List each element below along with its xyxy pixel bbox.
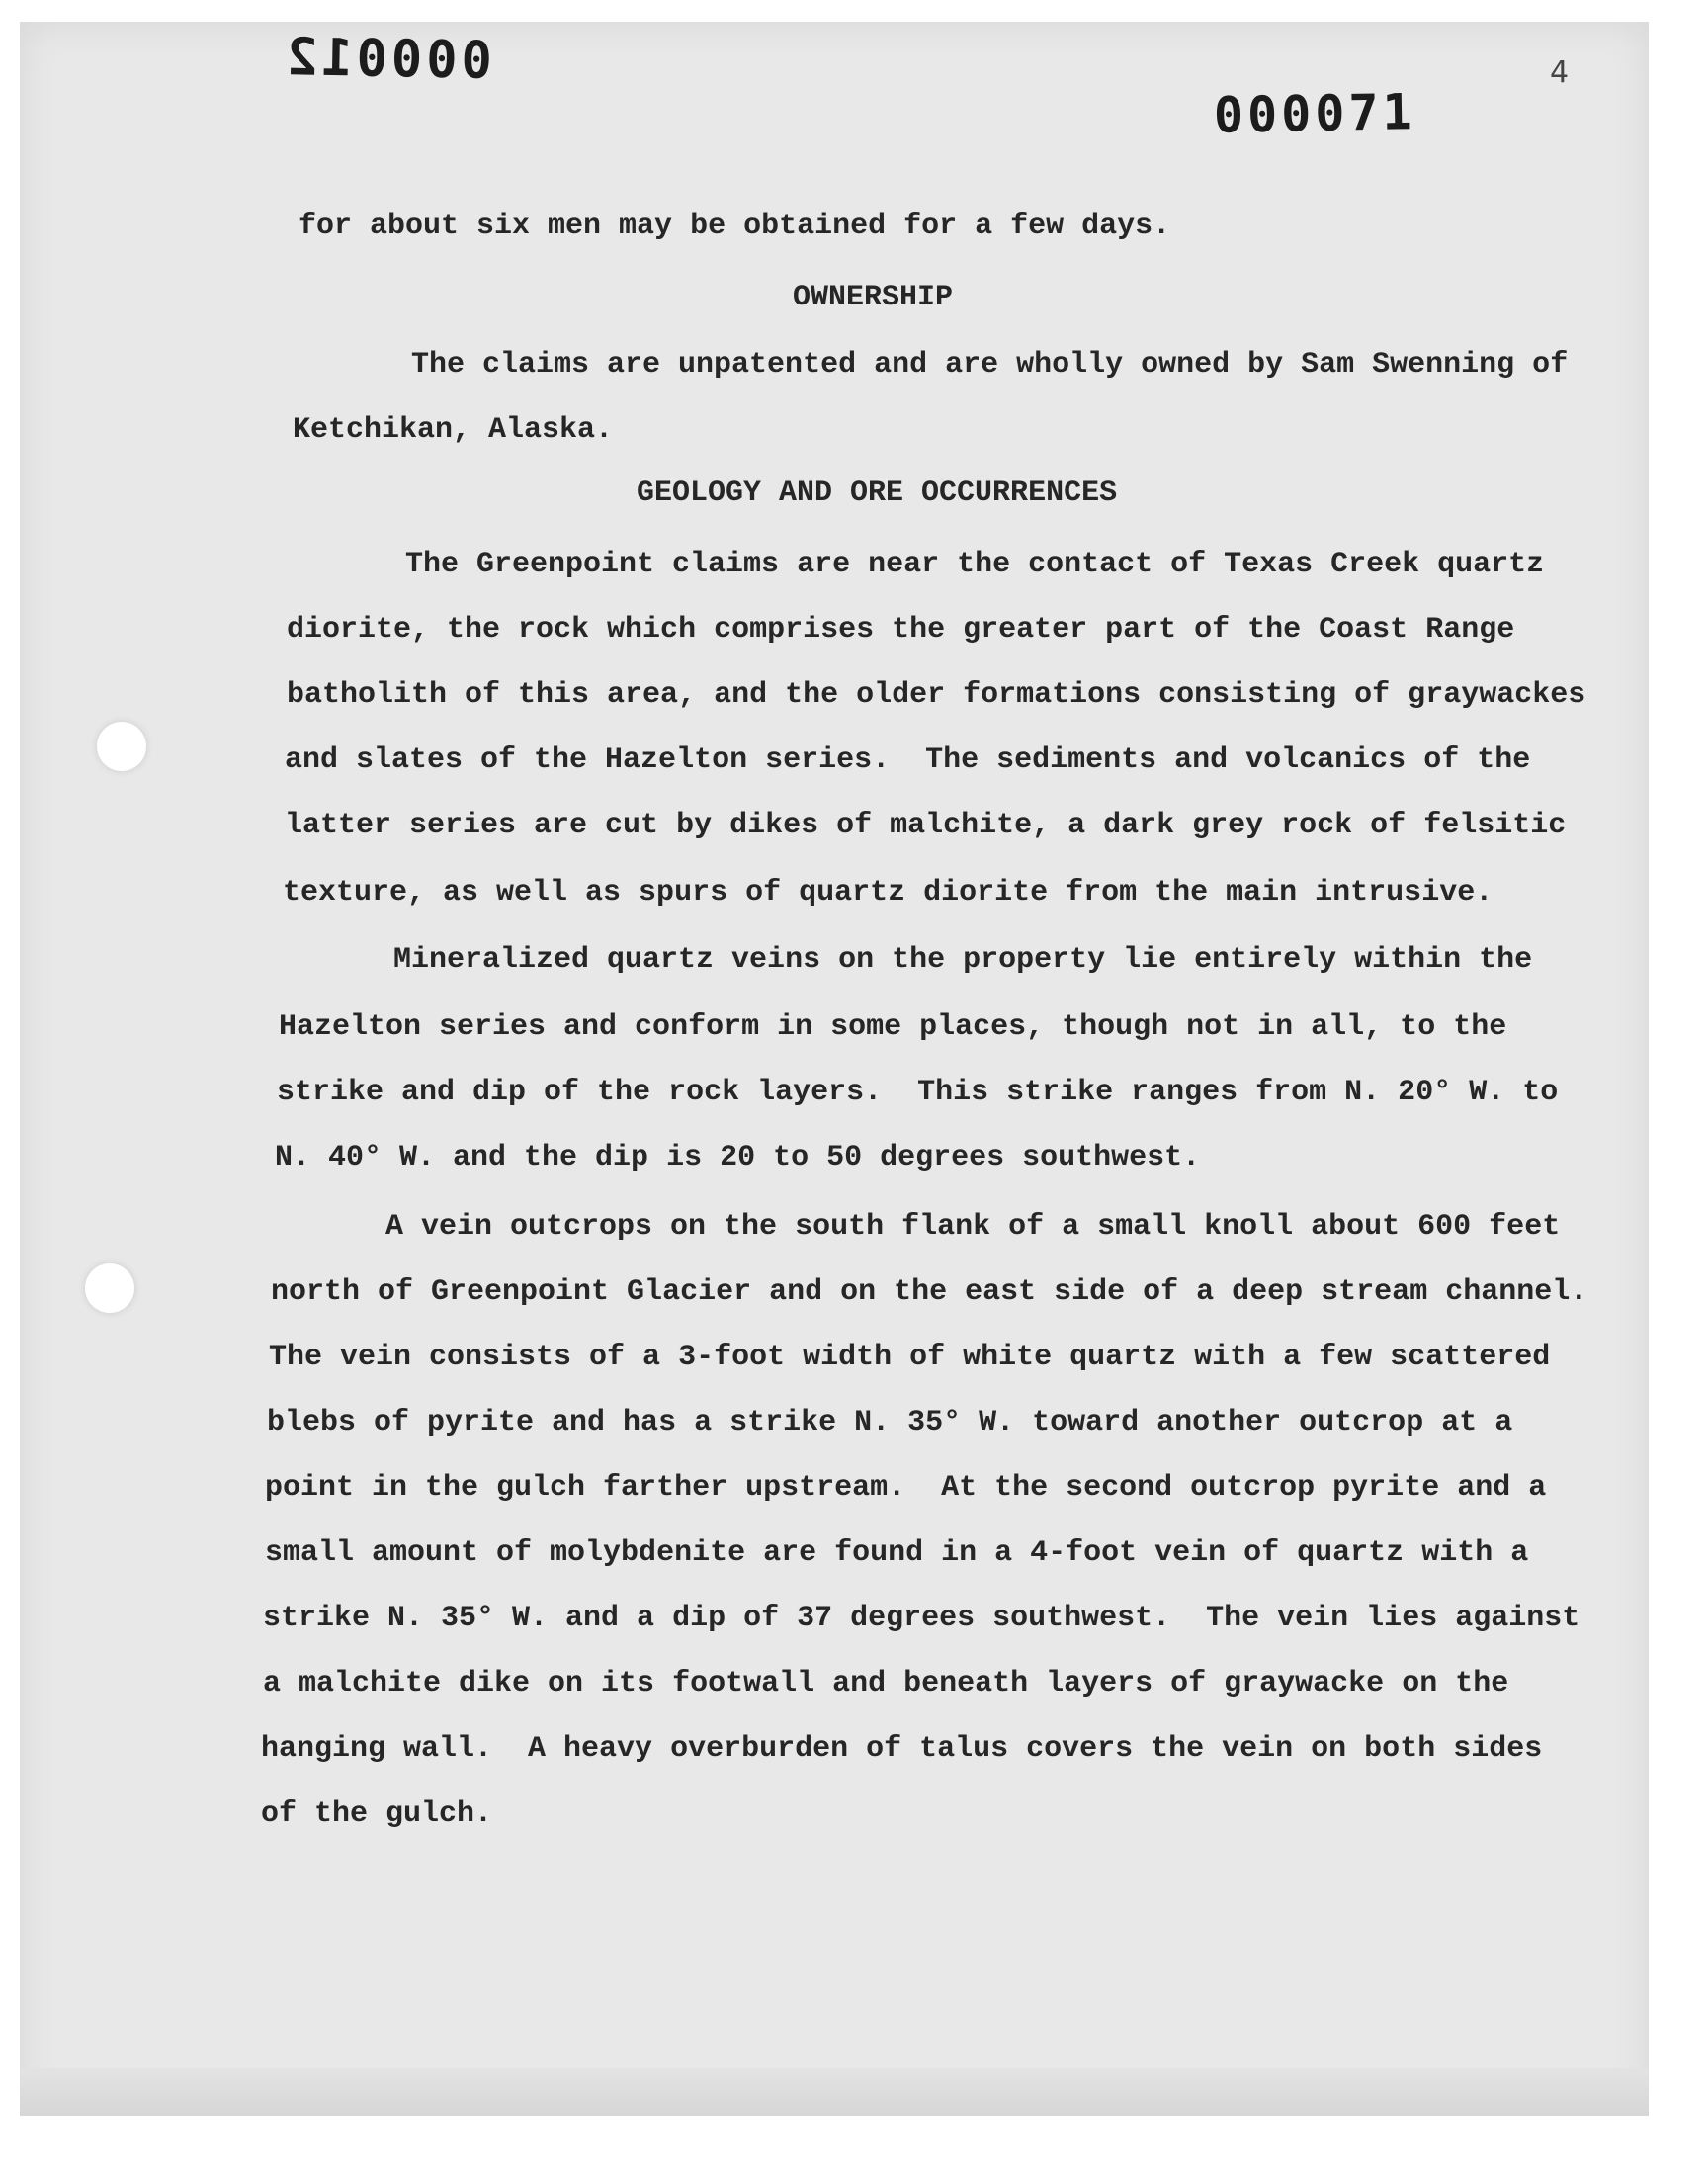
text-line: strike N. 35° W. and a dip of 37 degrees southwest. The vein lies against [263, 1602, 1580, 1635]
text-line: of the gulch. [261, 1797, 493, 1831]
text-line: batholith of this area, and the older formations consisting of graywackes [287, 678, 1586, 712]
ownership-heading: OWNERSHIP [793, 281, 954, 314]
scan-artifact-line [526, 2098, 528, 2116]
scanned-page [20, 22, 1649, 2116]
text-line: A vein outcrops on the south flank of a small knoll about 600 feet [385, 1210, 1561, 1244]
text-line: The vein consists of a 3-foot width of white quartz with a few scattered [269, 1341, 1551, 1374]
text-line: blebs of pyrite and has a strike N. 35° W. toward another outcrop at a [267, 1406, 1513, 1439]
text-line: diorite, the rock which comprises the greater part of the Coast Range [287, 613, 1515, 647]
text-line: Hazelton series and conform in some places, though not in all, to the [279, 1010, 1507, 1044]
text-line: a malchite dike on its footwall and beneath layers of graywacke on the [263, 1667, 1509, 1700]
document-stamp-mirrored: 000012 [282, 28, 493, 91]
text-line: Mineralized quartz veins on the property lie entirely within the [393, 943, 1533, 977]
text-line: strike and dip of the rock layers. This strike ranges from N. 20° W. to [277, 1076, 1559, 1109]
text-line: hanging wall. A heavy overburden of talus covers the vein on both sides [261, 1732, 1543, 1766]
body-text [20, 22, 1649, 2116]
text-line: latter series are cut by dikes of malchite, a dark grey rock of felsitic [285, 809, 1567, 842]
text-line: point in the gulch farther upstream. At the second outcrop pyrite and a [265, 1471, 1547, 1505]
text-line: small amount of molybdenite are found in a 4-foot vein of quartz with a [265, 1536, 1529, 1570]
text-line: N. 40° W. and the dip is 20 to 50 degrees southwest. [275, 1141, 1201, 1174]
scan-artifact-line [522, 2098, 524, 2116]
text-line: north of Greenpoint Glacier and on the east side of a deep stream channel. [271, 1275, 1588, 1309]
text-line: Ketchikan, Alaska. [293, 413, 614, 447]
text-line: and slates of the Hazelton series. The sediments and volcanics of the [285, 743, 1531, 777]
text-line: texture, as well as spurs of quartz diorite from the main intrusive. [283, 876, 1494, 910]
intro-line: for about six men may be obtained for a few days. [299, 210, 1171, 243]
page-number: 4 [1550, 55, 1570, 90]
geology-heading: GEOLOGY AND ORE OCCURRENCES [637, 477, 1118, 510]
text-line: The claims are unpatented and are wholly owned by Sam Swenning of [411, 348, 1569, 382]
document-stamp: 000071 [1213, 83, 1417, 144]
text-line: The Greenpoint claims are near the contact of Texas Creek quartz [405, 548, 1545, 581]
